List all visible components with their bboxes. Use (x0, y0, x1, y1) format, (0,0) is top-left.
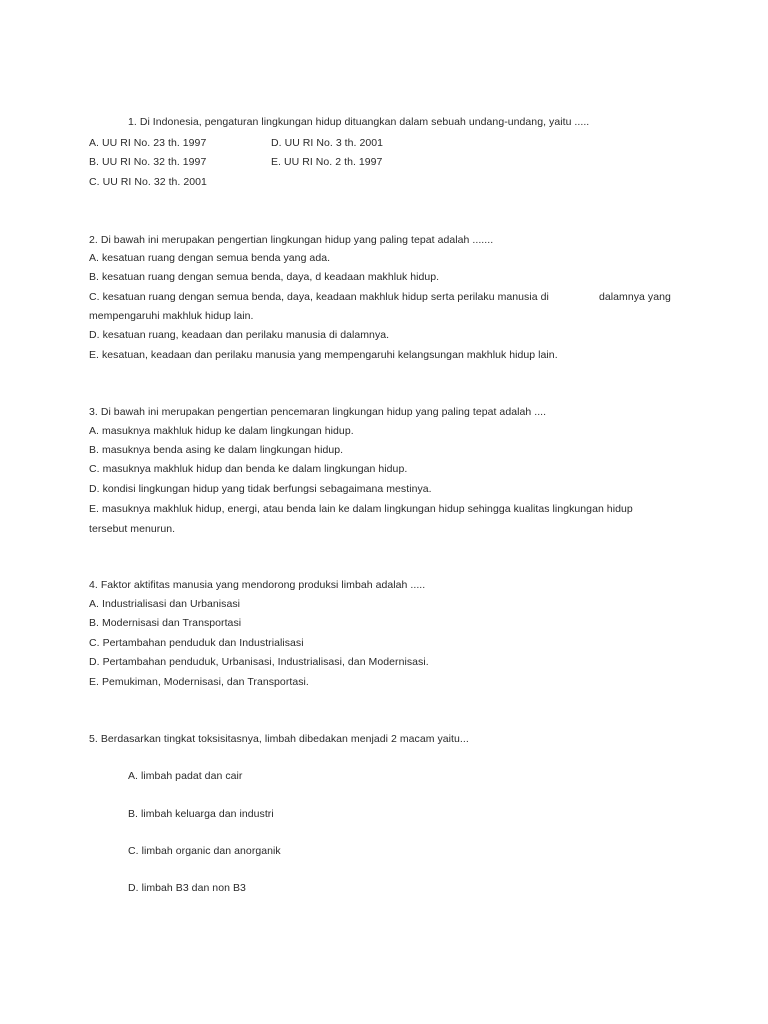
question-1-option-d: D. UU RI No. 3 th. 2001 (271, 137, 384, 149)
question-3-option-c: C. masuknya makhluk hidup dan benda ke dalam lingkungan hidup. (89, 463, 408, 475)
question-3-option-a: A. masuknya makhluk hidup ke dalam lingkungan hidup. (89, 425, 354, 437)
question-4-option-c: C. Pertambahan penduduk dan Industrialisasi (89, 637, 304, 649)
question-5-option-c: C. limbah organic dan anorganik (128, 845, 281, 857)
question-4-stem: 4. Faktor aktifitas manusia yang mendorong produksi limbah adalah ..... (89, 579, 426, 591)
question-1-stem: 1. Di Indonesia, pengaturan lingkungan hidup dituangkan dalam sebuah undang-undang, yaitu ..... (128, 116, 590, 128)
question-1-option-c: C. UU RI No. 32 th. 2001 (89, 176, 207, 188)
question-2-option-b: B. kesatuan ruang dengan semua benda, daya, d keadaan makhluk hidup. (89, 271, 440, 283)
question-3-option-b: B. masuknya benda asing ke dalam lingkungan hidup. (89, 444, 344, 456)
question-3-option-d: D. kondisi lingkungan hidup yang tidak berfungsi sebagaimana mestinya. (89, 483, 432, 495)
question-5-stem: 5. Berdasarkan tingkat toksisitasnya, limbah dibedakan menjadi 2 macam yaitu... (89, 733, 469, 745)
question-2-option-d: D. kesatuan ruang, keadaan dan perilaku manusia di dalamnya. (89, 329, 390, 341)
question-5-option-b: B. limbah keluarga dan industri (128, 808, 274, 820)
question-3-option-e-wrap: tersebut menurun. (89, 523, 176, 535)
question-5-option-a: A. limbah padat dan cair (128, 770, 243, 782)
question-1-option-a: A. UU RI No. 23 th. 1997 (89, 137, 207, 149)
question-4-option-e: E. Pemukiman, Modernisasi, dan Transportasi. (89, 676, 309, 688)
question-3-stem: 3. Di bawah ini merupakan pengertian pencemaran lingkungan hidup yang paling tepat adalah .... (89, 406, 547, 418)
question-1-option-e: E. UU RI No. 2 th. 1997 (271, 156, 383, 168)
question-1-option-b: B. UU RI No. 32 th. 1997 (89, 156, 207, 168)
question-4-option-d: D. Pertambahan penduduk, Urbanisasi, Industrialisasi, dan Modernisasi. (89, 656, 429, 668)
question-2-stem: 2. Di bawah ini merupakan pengertian lingkungan hidup yang paling tepat adalah ....... (89, 234, 494, 246)
question-5-option-d: D. limbah B3 dan non B3 (128, 882, 246, 894)
question-2-option-e: E. kesatuan, keadaan dan perilaku manusia yang mempengaruhi kelangsungan makhluk hidup lain. (89, 349, 558, 361)
question-3-option-e: E. masuknya makhluk hidup, energi, atau benda lain ke dalam lingkungan hidup sehingga kualitas lingkungan hidup (89, 503, 633, 515)
question-2-option-c-continued: dalamnya yang (599, 291, 671, 303)
question-4-option-b: B. Modernisasi dan Transportasi (89, 617, 242, 629)
question-4-option-a: A. Industrialisasi dan Urbanisasi (89, 598, 241, 610)
question-2-option-c: C. kesatuan ruang dengan semua benda, daya, keadaan makhluk hidup serta perilaku manusia di (89, 291, 549, 303)
question-2-option-c-wrap: mempengaruhi makhluk hidup lain. (89, 310, 254, 322)
question-2-option-a: A. kesatuan ruang dengan semua benda yang ada. (89, 252, 331, 264)
